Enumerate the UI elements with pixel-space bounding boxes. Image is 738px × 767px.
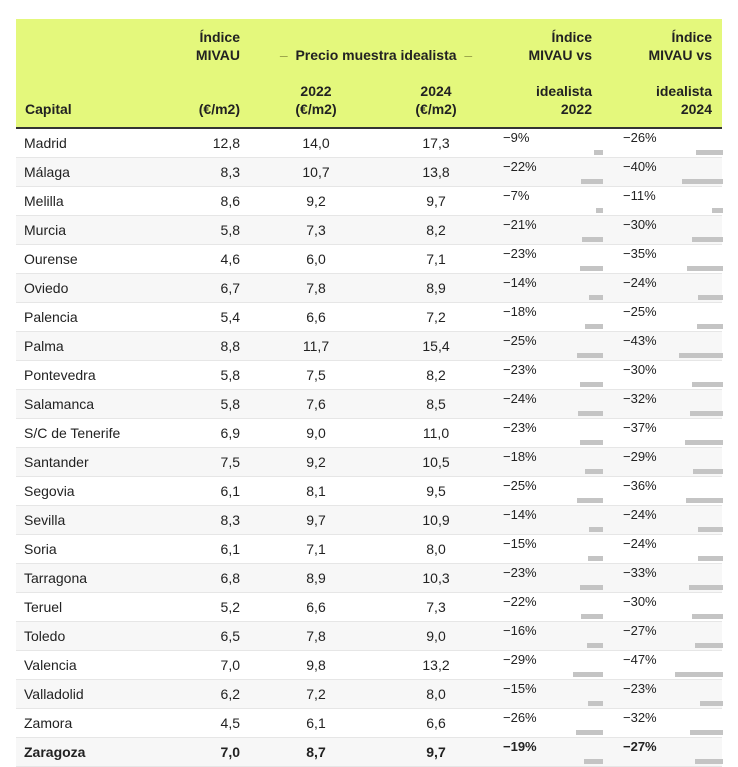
header-vs2024-line3: idealista: [655, 83, 712, 99]
header-unit-2022: (€/m2): [295, 101, 337, 117]
price-2022-value: 7,8: [306, 628, 326, 644]
group-label: Precio muestra idealista: [295, 47, 457, 63]
diff-2022-bar: [588, 701, 603, 706]
price-2024-value: 8,2: [426, 222, 446, 238]
price-2022-value: 7,1: [306, 541, 326, 557]
mivau-index-value: 6,1: [220, 483, 240, 499]
diff-2022-label: −22%: [503, 159, 537, 174]
diff-2024-label: −25%: [623, 304, 657, 319]
price-2024-value: 8,2: [426, 367, 446, 383]
diff-2022-bar: [589, 295, 603, 300]
price-2024-value: 9,7: [426, 193, 446, 209]
table-row: [16, 622, 722, 651]
capital-name: Toledo: [24, 628, 66, 644]
diff-2022-label: −25%: [503, 333, 537, 348]
capital-name: Melilla: [24, 193, 64, 209]
diff-2022-label: −9%: [503, 130, 530, 145]
mivau-index-value: 8,3: [220, 164, 240, 180]
price-2022-value: 9,2: [306, 454, 326, 470]
diff-2022-bar: [588, 556, 603, 561]
price-2024-value: 17,3: [422, 135, 450, 151]
price-2022-value: 7,5: [306, 367, 326, 383]
mivau-index-value: 6,2: [220, 686, 240, 702]
capital-name: Valencia: [24, 657, 77, 673]
table-header: [16, 19, 722, 129]
mivau-index-value: 8,6: [220, 193, 240, 209]
header-vs2022-line1: Índice: [551, 29, 592, 45]
capital-name: Santander: [24, 454, 89, 470]
table-row: [16, 477, 722, 506]
capital-name: Murcia: [24, 222, 67, 238]
diff-2024-label: −24%: [623, 507, 657, 522]
diff-2024-bar: [695, 643, 723, 648]
diff-2024-bar: [689, 585, 723, 590]
diff-2024-label: −11%: [623, 188, 656, 203]
price-2024-value: 6,6: [426, 715, 446, 731]
table-row: [16, 506, 722, 535]
diff-2024-label: −32%: [623, 710, 657, 725]
diff-2024-label: −24%: [623, 536, 657, 551]
header-year-2022: 2022: [300, 83, 332, 99]
price-2022-value: 9,0: [306, 425, 326, 441]
price-2024-value: 10,9: [422, 512, 450, 528]
capital-name: Palma: [24, 338, 64, 354]
capital-name: Sevilla: [24, 512, 66, 528]
diff-2022-label: −25%: [503, 478, 537, 493]
capital-name: Ourense: [24, 251, 78, 267]
price-2022-value: 7,3: [306, 222, 326, 238]
header-mivau-line2: MIVAU: [195, 47, 240, 63]
diff-2022-bar: [585, 324, 603, 329]
price-2024-value: 10,5: [422, 454, 450, 470]
price-2022-value: 7,8: [306, 280, 326, 296]
table-row: [16, 709, 722, 738]
diff-2022-label: −19%: [503, 739, 537, 754]
diff-2022-bar: [585, 469, 603, 474]
diff-2022-label: −26%: [503, 710, 537, 725]
diff-2022-label: −15%: [503, 681, 537, 696]
header-vs2024-line4: 2024: [680, 101, 712, 117]
capital-name: S/C de Tenerife: [24, 425, 121, 441]
price-2024-value: 8,5: [426, 396, 446, 412]
mivau-index-value: 7,0: [220, 744, 240, 760]
diff-2022-bar: [578, 411, 603, 416]
price-2022-value: 7,6: [306, 396, 326, 412]
capital-name: Pontevedra: [24, 367, 96, 383]
table-row: [16, 593, 722, 622]
price-2022-value: 6,6: [306, 599, 326, 615]
mivau-index-value: 7,5: [220, 454, 240, 470]
header-vs2022-line4: 2022: [560, 101, 592, 117]
table-body: [16, 129, 722, 767]
group-dash-right: –: [464, 47, 473, 63]
table-row: [16, 303, 722, 332]
mivau-index-value: 5,4: [220, 309, 240, 325]
diff-2024-label: −37%: [623, 420, 657, 435]
group-dash-left: –: [279, 47, 288, 63]
mivau-index-value: 6,8: [220, 570, 240, 586]
table-row: [16, 274, 722, 303]
mivau-index-value: 4,6: [220, 251, 240, 267]
table-row: [16, 564, 722, 593]
capital-name: Teruel: [24, 599, 63, 615]
price-2022-value: 11,7: [302, 338, 330, 354]
diff-2022-label: −23%: [503, 565, 537, 580]
price-2024-value: 9,0: [426, 628, 446, 644]
diff-2022-label: −16%: [503, 623, 537, 638]
diff-2024-label: −30%: [623, 362, 657, 377]
table-row: [16, 332, 722, 361]
diff-2024-bar: [682, 179, 723, 184]
table-row: [16, 216, 722, 245]
diff-2022-label: −18%: [503, 304, 537, 319]
price-2024-value: 8,9: [426, 280, 446, 296]
mivau-index-value: 4,5: [220, 715, 240, 731]
diff-2022-bar: [587, 643, 603, 648]
price-2022-value: 6,1: [306, 715, 326, 731]
header-vs2022-line3: idealista: [535, 83, 592, 99]
diff-2024-bar: [679, 353, 723, 358]
diff-2024-label: −30%: [623, 594, 657, 609]
diff-2022-bar: [584, 759, 603, 764]
diff-2024-label: −47%: [623, 652, 657, 667]
diff-2022-bar: [580, 266, 603, 271]
price-2022-value: 14,0: [302, 135, 330, 151]
header-vs2024-line2: MIVAU vs: [648, 47, 712, 63]
price-2024-value: 13,2: [422, 657, 450, 673]
table-row: [16, 129, 722, 158]
table-row: [16, 535, 722, 564]
table-row: [16, 187, 722, 216]
diff-2022-label: −24%: [503, 391, 537, 406]
mivau-index-value: 8,8: [220, 338, 240, 354]
diff-2022-label: −29%: [503, 652, 537, 667]
price-2024-value: 7,1: [426, 251, 446, 267]
diff-2024-label: −32%: [623, 391, 657, 406]
diff-2022-bar: [580, 440, 603, 445]
diff-2024-bar: [712, 208, 723, 213]
diff-2024-label: −35%: [623, 246, 657, 261]
diff-2024-label: −23%: [623, 681, 657, 696]
capital-name: Zamora: [24, 715, 73, 731]
diff-2022-bar: [582, 237, 603, 242]
table-row: [16, 738, 722, 767]
diff-2022-label: −18%: [503, 449, 537, 464]
diff-2022-label: −14%: [503, 275, 537, 290]
diff-2024-label: −29%: [623, 449, 657, 464]
price-2024-value: 10,3: [422, 570, 450, 586]
price-2024-value: 15,4: [422, 338, 450, 354]
table-row: [16, 390, 722, 419]
capital-name: Tarragona: [24, 570, 88, 586]
diff-2022-bar: [573, 672, 603, 677]
diff-2024-bar: [698, 556, 723, 561]
diff-2024-label: −26%: [623, 130, 657, 145]
diff-2024-label: −27%: [623, 623, 657, 638]
header-mivau-unit: (€/m2): [198, 101, 240, 117]
diff-2024-bar: [695, 759, 723, 764]
capital-name: Soria: [24, 541, 57, 557]
diff-2024-label: −30%: [623, 217, 657, 232]
diff-2022-label: −23%: [503, 362, 537, 377]
mivau-index-value: 7,0: [220, 657, 240, 673]
mivau-index-value: 6,1: [220, 541, 240, 557]
capital-name: Zaragoza: [24, 744, 86, 760]
mivau-index-value: 5,2: [220, 599, 240, 615]
header-capital: Capital: [25, 101, 72, 117]
diff-2022-bar: [581, 179, 603, 184]
diff-2022-bar: [580, 382, 603, 387]
capital-name: Palencia: [24, 309, 78, 325]
price-2022-value: 10,7: [302, 164, 330, 180]
diff-2024-bar: [697, 324, 723, 329]
price-2022-value: 8,7: [306, 744, 326, 760]
mivau-index-value: 6,9: [220, 425, 240, 441]
price-2024-value: 11,0: [422, 425, 450, 441]
mivau-index-value: 6,7: [220, 280, 240, 296]
price-2024-value: 9,7: [426, 744, 446, 760]
price-2022-value: 9,8: [306, 657, 326, 673]
mivau-index-value: 6,5: [220, 628, 240, 644]
diff-2024-bar: [686, 498, 723, 503]
header-unit-2024: (€/m2): [415, 101, 457, 117]
price-2024-value: 9,5: [426, 483, 446, 499]
header-year-2024: 2024: [420, 83, 452, 99]
mivau-index-value: 12,8: [212, 135, 240, 151]
capital-name: Valladolid: [24, 686, 84, 702]
diff-2022-bar: [589, 527, 603, 532]
diff-2024-bar: [675, 672, 723, 677]
capital-name: Salamanca: [24, 396, 95, 412]
header-group-price-sample: [266, 47, 486, 64]
price-2022-value: 9,7: [306, 512, 326, 528]
diff-2024-bar: [698, 295, 723, 300]
mivau-index-value: 8,3: [220, 512, 240, 528]
diff-2022-bar: [581, 614, 603, 619]
diff-2024-label: −40%: [623, 159, 657, 174]
table-row: [16, 158, 722, 187]
capital-name: Madrid: [24, 135, 67, 151]
diff-2024-bar: [692, 382, 723, 387]
diff-2024-bar: [696, 150, 723, 155]
diff-2024-bar: [690, 411, 723, 416]
price-2022-value: 9,2: [306, 193, 326, 209]
diff-2022-bar: [576, 730, 603, 735]
table-row: [16, 448, 722, 477]
price-2022-value: 6,6: [306, 309, 326, 325]
header-vs2024-line1: Índice: [671, 29, 712, 45]
diff-2022-label: −14%: [503, 507, 537, 522]
diff-2022-bar: [580, 585, 603, 590]
table-row: [16, 361, 722, 390]
capital-name: Segovia: [24, 483, 75, 499]
diff-2022-label: −23%: [503, 420, 537, 435]
diff-2022-label: −22%: [503, 594, 537, 609]
diff-2024-label: −27%: [623, 739, 657, 754]
diff-2024-bar: [698, 527, 723, 532]
price-2024-value: 7,2: [426, 309, 446, 325]
price-2024-value: 8,0: [426, 541, 446, 557]
price-2022-value: 8,1: [306, 483, 326, 499]
table-row: [16, 651, 722, 680]
price-2024-value: 13,8: [422, 164, 450, 180]
capital-name: Oviedo: [24, 280, 69, 296]
diff-2022-bar: [577, 353, 603, 358]
diff-2022-bar: [577, 498, 603, 503]
diff-2024-bar: [692, 614, 723, 619]
diff-2022-label: −23%: [503, 246, 537, 261]
diff-2024-label: −33%: [623, 565, 657, 580]
mivau-index-value: 5,8: [220, 367, 240, 383]
table-row: [16, 419, 722, 448]
table-row: [16, 680, 722, 709]
diff-2022-label: −15%: [503, 536, 537, 551]
price-2024-value: 8,0: [426, 686, 446, 702]
diff-2024-bar: [700, 701, 723, 706]
diff-2024-bar: [687, 266, 723, 271]
mivau-index-value: 5,8: [220, 222, 240, 238]
table-row: [16, 245, 722, 274]
diff-2024-bar: [693, 469, 723, 474]
mivau-index-value: 5,8: [220, 396, 240, 412]
diff-2024-bar: [685, 440, 723, 445]
diff-2022-label: −7%: [503, 188, 530, 203]
header-vs2022-line2: MIVAU vs: [528, 47, 592, 63]
diff-2024-label: −43%: [623, 333, 657, 348]
diff-2022-label: −21%: [503, 217, 537, 232]
diff-2022-bar: [594, 150, 603, 155]
diff-2024-label: −24%: [623, 275, 657, 290]
price-2024-value: 7,3: [426, 599, 446, 615]
diff-2024-label: −36%: [623, 478, 657, 493]
diff-2024-bar: [690, 730, 723, 735]
price-2022-value: 8,9: [306, 570, 326, 586]
price-2022-value: 7,2: [306, 686, 326, 702]
header-mivau-line1: Índice: [199, 29, 240, 45]
price-2022-value: 6,0: [306, 251, 326, 267]
capital-name: Málaga: [24, 164, 70, 180]
diff-2022-bar: [596, 208, 603, 213]
diff-2024-bar: [692, 237, 723, 242]
